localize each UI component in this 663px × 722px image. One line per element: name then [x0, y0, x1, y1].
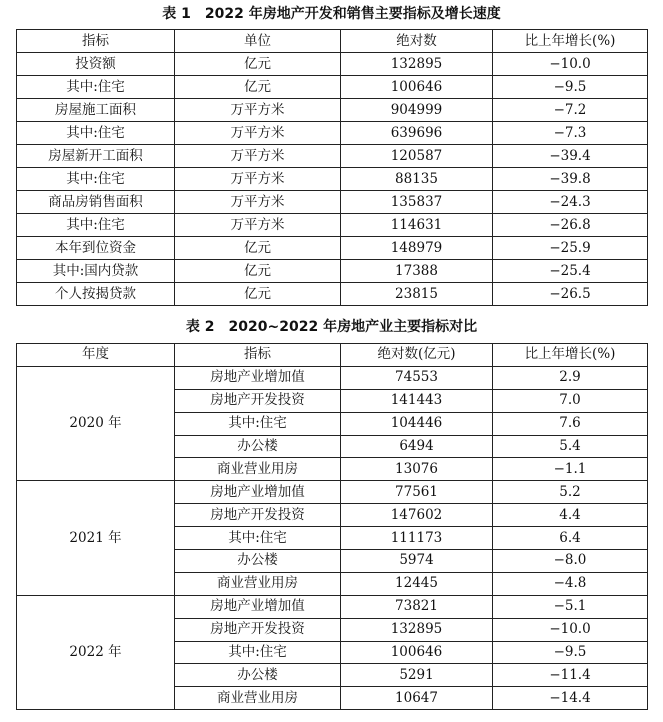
indicator-cell: 办公楼: [175, 664, 341, 687]
table-row: [17, 237, 648, 260]
table2-header-year: 年度: [17, 344, 175, 367]
growth-cell: −10.0: [493, 53, 648, 76]
value-cell: 135837: [341, 191, 493, 214]
growth-cell: 5.2: [493, 481, 648, 504]
value-cell: 111173: [341, 527, 493, 550]
table1-header-growth: 比上年增长(%): [493, 30, 648, 53]
growth-cell: −7.2: [493, 99, 648, 122]
indicator-cell: 商业营业用房: [175, 572, 341, 595]
indicator-cell: 房地产开发投资: [175, 389, 341, 412]
unit-cell: 亿元: [175, 76, 341, 99]
indicator-cell: 办公楼: [175, 550, 341, 573]
table-row: [17, 122, 648, 145]
growth-cell: −25.9: [493, 237, 648, 260]
unit-cell: 万平方米: [175, 214, 341, 237]
growth-cell: −11.4: [493, 664, 648, 687]
growth-cell: −5.1: [493, 595, 648, 618]
value-cell: 141443: [341, 389, 493, 412]
value-cell: 13076: [341, 458, 493, 481]
unit-cell: 亿元: [175, 53, 341, 76]
indicator-cell: 其中:国内贷款: [17, 260, 175, 283]
indicator-cell: 其中:住宅: [17, 214, 175, 237]
growth-cell: −39.4: [493, 145, 648, 168]
growth-cell: −24.3: [493, 191, 648, 214]
value-cell: 88135: [341, 168, 493, 191]
table-row: [17, 99, 648, 122]
table-row: [17, 595, 648, 618]
table-row: [17, 260, 648, 283]
value-cell: 74553: [341, 366, 493, 389]
unit-cell: 亿元: [175, 260, 341, 283]
indicator-cell: 其中:住宅: [175, 412, 341, 435]
growth-cell: −9.5: [493, 76, 648, 99]
indicator-cell: 其中:住宅: [17, 168, 175, 191]
value-cell: 100646: [341, 76, 493, 99]
table-row: [17, 283, 648, 306]
table-row: [17, 145, 648, 168]
table1-caption: 表 1 2022 年房地产开发和销售主要指标及增长速度: [162, 6, 501, 22]
table1-header-row: [17, 30, 648, 53]
indicator-cell: 房地产开发投资: [175, 504, 341, 527]
table-row: [17, 53, 648, 76]
unit-cell: 万平方米: [175, 191, 341, 214]
value-cell: 104446: [341, 412, 493, 435]
indicator-cell: 投资额: [17, 53, 175, 76]
indicator-cell: 房地产业增加值: [175, 366, 341, 389]
indicator-cell: 个人按揭贷款: [17, 283, 175, 306]
growth-cell: −26.8: [493, 214, 648, 237]
growth-cell: 2.9: [493, 366, 648, 389]
growth-cell: −25.4: [493, 260, 648, 283]
growth-cell: 7.0: [493, 389, 648, 412]
growth-cell: −1.1: [493, 458, 648, 481]
growth-cell: 6.4: [493, 527, 648, 550]
value-cell: 6494: [341, 435, 493, 458]
table2-header-growth: 比上年增长(%): [493, 344, 648, 367]
growth-cell: −9.5: [493, 641, 648, 664]
indicator-cell: 商品房销售面积: [17, 191, 175, 214]
value-cell: 147602: [341, 504, 493, 527]
growth-cell: 4.4: [493, 504, 648, 527]
value-cell: 100646: [341, 641, 493, 664]
value-cell: 10647: [341, 687, 493, 710]
table2: [16, 343, 648, 710]
growth-cell: −26.5: [493, 283, 648, 306]
value-cell: 132895: [341, 53, 493, 76]
table-row: [17, 214, 648, 237]
indicator-cell: 其中:住宅: [175, 641, 341, 664]
table-row: [17, 366, 648, 389]
indicator-cell: 办公楼: [175, 435, 341, 458]
table-row: [17, 168, 648, 191]
year-cell: 2021 年: [17, 481, 175, 595]
unit-cell: 万平方米: [175, 145, 341, 168]
growth-cell: −8.0: [493, 550, 648, 573]
indicator-cell: 房屋施工面积: [17, 99, 175, 122]
indicator-cell: 商业营业用房: [175, 687, 341, 710]
value-cell: 148979: [341, 237, 493, 260]
indicator-cell: 其中:住宅: [17, 122, 175, 145]
unit-cell: 万平方米: [175, 168, 341, 191]
indicator-cell: 其中:住宅: [175, 527, 341, 550]
value-cell: 17388: [341, 260, 493, 283]
growth-cell: 7.6: [493, 412, 648, 435]
indicator-cell: 房地产业增加值: [175, 481, 341, 504]
growth-cell: 5.4: [493, 435, 648, 458]
unit-cell: 万平方米: [175, 122, 341, 145]
table1-body: [17, 53, 648, 306]
value-cell: 5974: [341, 550, 493, 573]
unit-cell: 亿元: [175, 283, 341, 306]
growth-cell: −39.8: [493, 168, 648, 191]
growth-cell: −4.8: [493, 572, 648, 595]
unit-cell: 万平方米: [175, 99, 341, 122]
table2-header-value: 绝对数(亿元): [341, 344, 493, 367]
value-cell: 114631: [341, 214, 493, 237]
value-cell: 73821: [341, 595, 493, 618]
indicator-cell: 房屋新开工面积: [17, 145, 175, 168]
indicator-cell: 房地产业增加值: [175, 595, 341, 618]
growth-cell: −10.0: [493, 618, 648, 641]
table-row: [17, 191, 648, 214]
table2-body: [17, 366, 648, 709]
indicator-cell: 房地产开发投资: [175, 618, 341, 641]
value-cell: 904999: [341, 99, 493, 122]
value-cell: 77561: [341, 481, 493, 504]
table1-header-unit: 单位: [175, 30, 341, 53]
unit-cell: 亿元: [175, 237, 341, 260]
table1-header-indicator: 指标: [17, 30, 175, 53]
table2-header-row: [17, 344, 648, 367]
value-cell: 23815: [341, 283, 493, 306]
table1: [16, 29, 648, 306]
value-cell: 12445: [341, 572, 493, 595]
indicator-cell: 其中:住宅: [17, 76, 175, 99]
table1-header-value: 绝对数: [341, 30, 493, 53]
value-cell: 5291: [341, 664, 493, 687]
value-cell: 639696: [341, 122, 493, 145]
table-row: [17, 481, 648, 504]
year-cell: 2020 年: [17, 366, 175, 480]
growth-cell: −7.3: [493, 122, 648, 145]
table-row: [17, 76, 648, 99]
value-cell: 120587: [341, 145, 493, 168]
year-cell: 2022 年: [17, 595, 175, 709]
indicator-cell: 商业营业用房: [175, 458, 341, 481]
growth-cell: −14.4: [493, 687, 648, 710]
table2-caption: 表 2 2020~2022 年房地产业主要指标对比: [185, 319, 478, 335]
table2-header-indicator: 指标: [175, 344, 341, 367]
indicator-cell: 本年到位资金: [17, 237, 175, 260]
value-cell: 132895: [341, 618, 493, 641]
